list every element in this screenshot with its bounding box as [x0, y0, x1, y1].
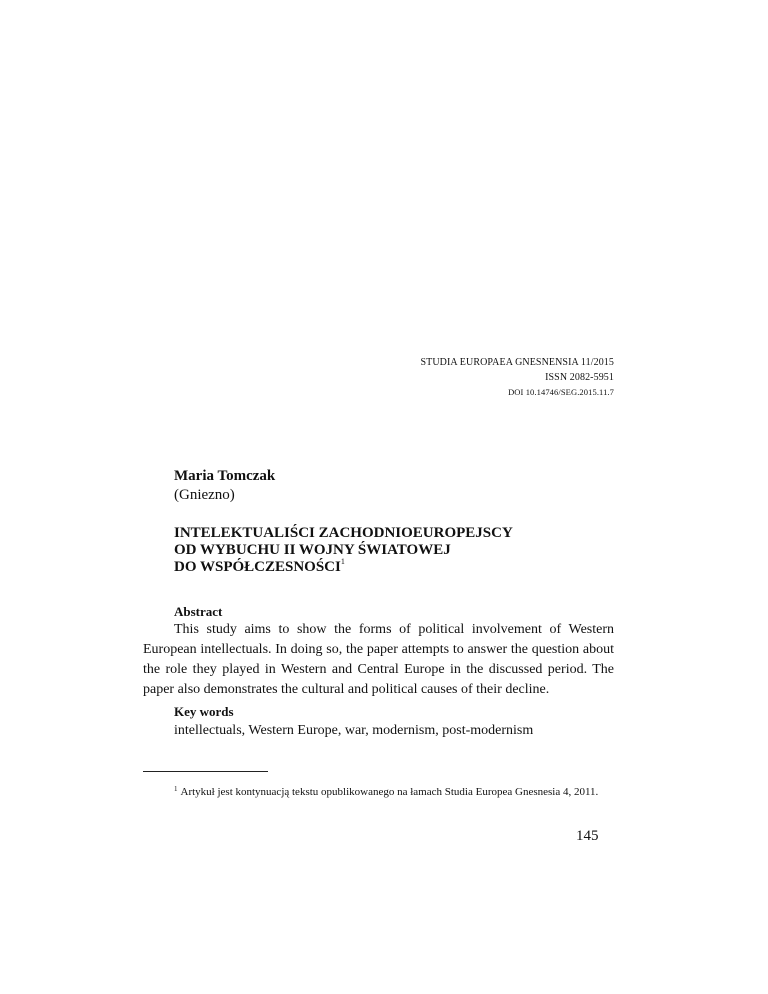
title-footnote-marker[interactable]: 1 [340, 557, 345, 566]
article-title [174, 525, 513, 576]
title-line-2: OD WYBUCHU II WOJNY ŚWIATOWEJ [174, 542, 451, 558]
journal-name: STUDIA EUROPAEA GNESNENSIA 11/2015 [420, 357, 614, 368]
page-number: 145 [576, 828, 599, 844]
journal-doi: DOI 10.14746/SEG.2015.11.7 [508, 387, 614, 397]
footnote-divider [143, 771, 268, 772]
keywords-heading: Key words [174, 704, 234, 719]
abstract-heading: Abstract [174, 604, 223, 619]
journal-issn: ISSN 2082-5951 [545, 372, 614, 383]
author-affiliation: (Gniezno) [174, 487, 235, 503]
title-line-3-wrap [174, 559, 513, 576]
footnote-text: Artykuł jest kontynuacją tekstu opublikowanego na łamach Studia Europea Gnesnesia 4, 2011. [180, 786, 599, 798]
keywords-text: intellectuals, Western Europe, war, modernism, post-modernism [174, 723, 534, 738]
footnote-marker: 1 [174, 785, 178, 793]
title-line-3: DO WSPÓŁCZESNOŚCI [174, 559, 341, 575]
abstract-text: This study aims to show the forms of political involvement of Western European intellectuals. In doing so, the paper attempts to answer the question about the role they played in Western and Central Europe in the discussed period. The paper also demonstrates the cultural and political causes of their decline. [143, 622, 614, 697]
author-name: Maria Tomczak [174, 468, 276, 484]
footnote [143, 784, 614, 801]
journal-info [420, 355, 614, 400]
title-line-1: INTELEKTUALIŚCI ZACHODNIOEUROPEJSCY [174, 525, 513, 541]
